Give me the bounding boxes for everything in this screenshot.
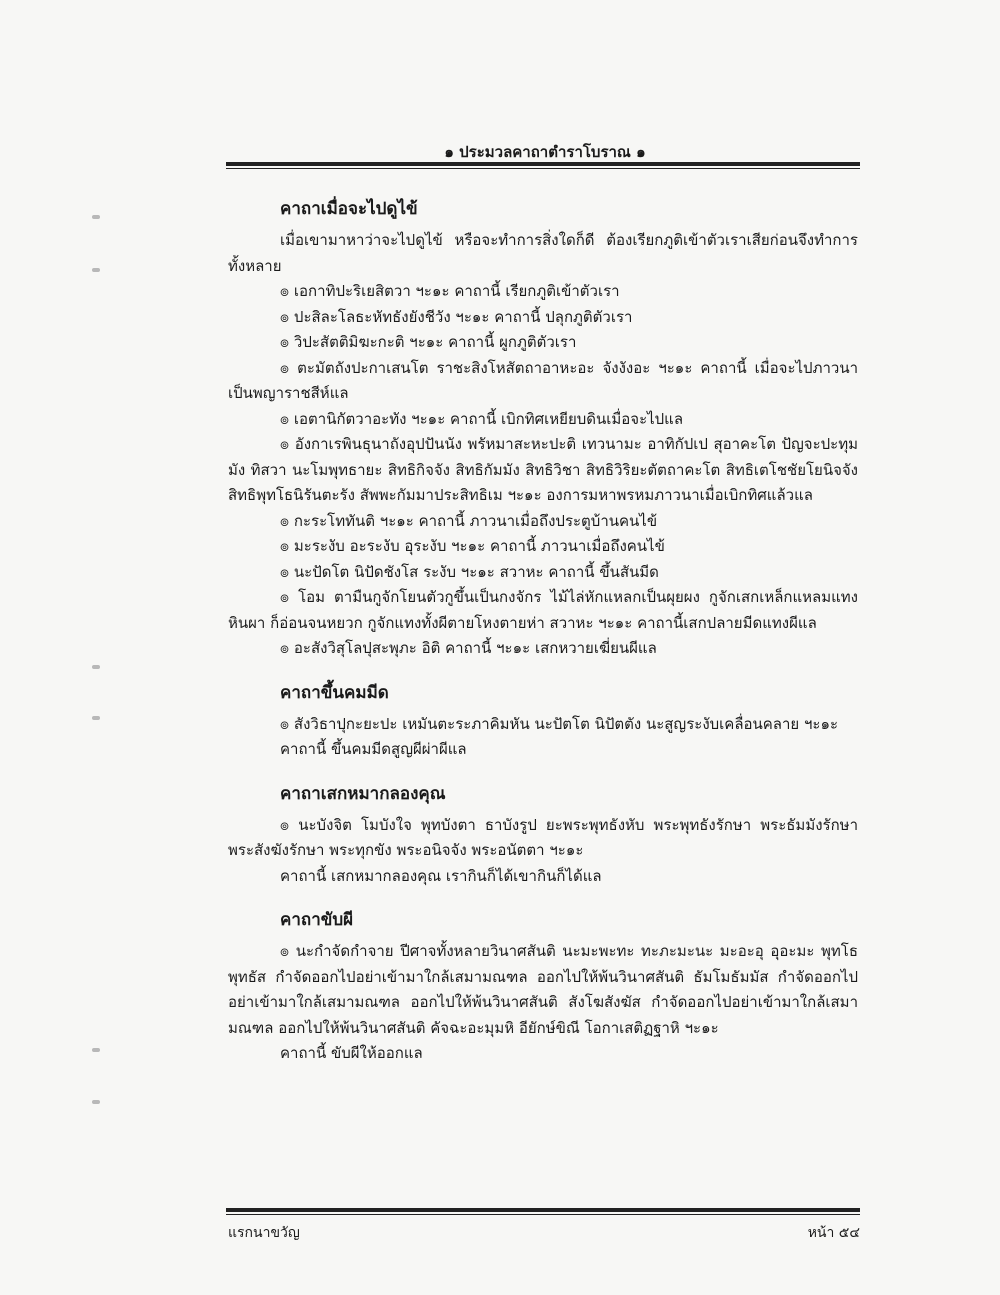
paragraph: ๏ กะระโททันติ ฯะ๑ะ คาถานี้ ภาวนาเมื่อถึงประตูบ้านคนไข้ (280, 511, 658, 530)
paragraph: ๏ ปะสิละโลธะหัทธังยังชีวัง ฯะ๑ะ คาถานี้ ปลุกภูติตัวเรา (280, 307, 633, 326)
footer-rule-thin (226, 1214, 860, 1215)
section-visit-sick (228, 196, 858, 662)
paragraph: เมื่อเขามาหาว่าจะไปดูไข้ หรือจะทำการสิ่งใดก็ดี ต้องเรียกภูติเข้าตัวเราเสียก่อนจึงทำการทั้งหลาย (228, 231, 858, 275)
paragraph: ๏ นะกำจัดกำจาย ปีศาจทั้งหลายวินาศสันติ นะมะพะทะ ทะภะมะนะ มะอะอุ อุอะมะ พุทโธพุทธัส กำจัดออกไปอย่าเข้ามาใกล้เสมามณฑล ออกไปให้พ้นวินาศสันติ ธัมโมธัมมัส กำจัดออกไปอย่าเข้ามาใกล้เสมามณฑล ออกไปให้พ้นวินาศสันติ สังโฆสังฆัส กำจัดออกไปอย่าเข้ามาใกล้เสมามณฑล ออกไปให้พ้นวินาศสันติ คัจฉะอะมุมหิ อียักษ์ขิณี โอกาเสติฏฐาหิ ฯะ๑ะ (228, 942, 858, 1037)
paragraph: ๏ นะปัดโต นิปัดชังโส ระงับ ฯะ๑ะ สวาหะ คาถานี้ ขึ้นสันมีด (280, 562, 659, 581)
header-rule-thin (226, 168, 860, 169)
section-betel-test (228, 781, 858, 890)
paragraph: ๏ เอตานิกัตวาอะทัง ฯะ๑ะ คาถานี้ เบิกทิศเหยียบดินเมื่อจะไปแล (280, 409, 684, 428)
paragraph: ๏ โอม ตามืนกูจักโยนตัวกูขึ้นเป็นกงจักร ไม้ไล่หักแหลกเป็นผุยผง กูจักเสกเหล็กแหลมแทงหินผา ก็อ่อนจนหยวก กูจักแทงทั้งผีตายโหงตายห่า สวาหะ ฯะ๑ะ คาถานี้เสกปลายมีดแทงผีแล (228, 588, 858, 632)
margin-mark (92, 1100, 100, 1104)
margin-mark (92, 215, 100, 219)
section-knife-edge (228, 680, 858, 763)
margin-mark (92, 268, 100, 272)
paragraph: ๏ นะบังจิต โมบังใจ พุทบังตา ธาบังรูป ยะพระพุทธังหับ พระพุทธังรักษา พระธัมมังรักษา พระสังฆังรักษา พระทุกขัง พระอนิจจัง พระอนัตตา ฯะ๑ะ (228, 815, 858, 859)
paragraph: ๏ สังวิธาปุกะยะปะ เหมันตะระภาคิมหัน นะปัตโต นิปัตตัง นะสูญระงับเคลื่อนคลาย ฯะ๑ะ (280, 714, 839, 733)
footer-page-number: หน้า ๕๔ (807, 1225, 860, 1241)
paragraph: ๏ มะระงับ อะระงับ อุระงับ ฯะ๑ะ คาถานี้ ภาวนาเมื่อถึงคนไข้ (280, 537, 665, 555)
margin-mark (92, 716, 100, 720)
section-heading: คาถาขึ้นคมมีด (280, 682, 389, 703)
paragraph: คาถานี้ เสกหมากลองคุณ เรากินก็ได้เขากินก็ได้แล (280, 866, 602, 885)
page-header-title: ๑ ประมวลคาถาตำราโบราณ ๑ (444, 143, 646, 161)
document-body (228, 196, 858, 1085)
header-rule (226, 162, 860, 166)
footer-rule (226, 1208, 860, 1212)
paragraph: ๏ อะสังวิสุโลปุสะพุภะ อิติ คาถานี้ ฯะ๑ะ เสกหวายเฆี่ยนผีแล (280, 639, 657, 657)
paragraph: ๏ อังกาเรพินธุนาถังอุปปันนัง พรัหมาสะหะปะติ เทวนามะ อาทิกัปเป สุอาคะโต ปัญจะปะทุมมัง ทิสวา นะโมพุทธายะ สิทธิกิจจัง สิทธิกัมมัง สิทธิวิชา สิทธิวิริยะตัตถาคะโต สิทธิเตโชชัยโยนิจจัง สิทธิพุทโธนิรันตะรัง สัพพะกัมมาประสิทธิเม ฯะ๑ะ องการมหาพรหมภาวนาเมื่อเบิกทิศแล้วแล (228, 435, 858, 504)
paragraph: ๏ วิปะสัตติมิฆะกะติ ฯะ๑ะ คาถานี้ ผูกภูติตัวเรา (280, 333, 577, 351)
paragraph: ๏ เอกาทิปะริเยสิตวา ฯะ๑ะ คาถานี้ เรียกภูติเข้าตัวเรา (280, 282, 620, 300)
margin-mark (92, 1048, 100, 1052)
section-exorcise (228, 907, 858, 1067)
paragraph: ๏ ตะมัตถังปะกาเสนโต ราชะสิงโหสัตถาอาหะอะ จังงังอะ ฯะ๑ะ คาถานี้ เมื่อจะไปภาวนาเป็นพญาราชสีห์แล (228, 358, 858, 402)
margin-mark (92, 665, 100, 669)
section-heading: คาถาเมื่อจะไปดูไข้ (280, 199, 418, 219)
paragraph: คาถานี้ ขึ้นคมมีดสูญผีผ่าผีแล (280, 740, 467, 758)
paragraph: คาถานี้ ขับผีให้ออกแล (280, 1044, 423, 1062)
footer-book-title: แรกนาขวัญ (228, 1225, 300, 1241)
section-heading: คาถาเสกหมากลองคุณ (280, 783, 446, 804)
section-heading: คาถาขับผี (280, 910, 354, 930)
